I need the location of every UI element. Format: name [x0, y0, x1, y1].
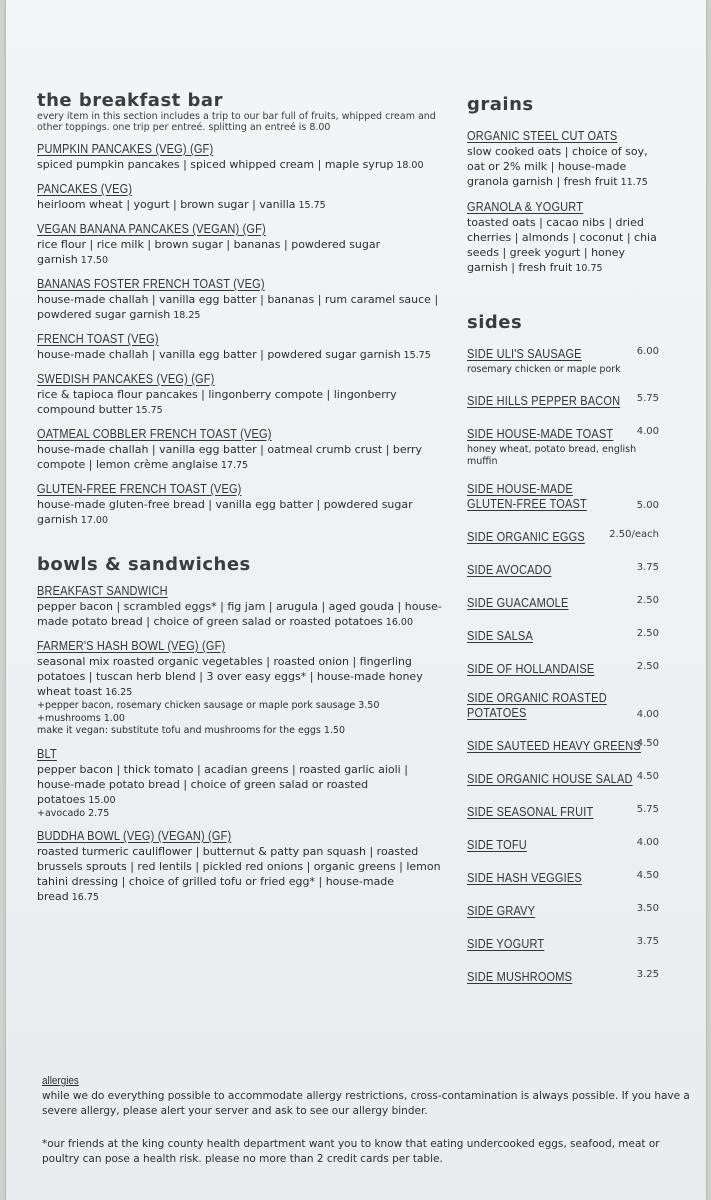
menu-item-desc-text: spiced pumpkin pancakes | spiced whipped cream | maple syrup [37, 158, 394, 171]
side-item-name: SIDE AVOCADO [467, 563, 552, 577]
menu-item-price: 15.75 [135, 405, 163, 416]
side-item-price: 2.50 [636, 595, 659, 606]
menu-item-name: BUDDHA BOWL (VEG) (VEGAN) (GF) [37, 829, 232, 843]
menu-item-price: 16.00 [385, 617, 413, 628]
menu-item-price: 17.00 [80, 515, 108, 526]
menu-item-name: FRENCH TOAST (VEG) [37, 332, 159, 346]
side-item-price: 3.50 [636, 903, 659, 914]
grains-title: grains [467, 94, 534, 115]
side-item [467, 559, 667, 578]
menu-item-desc-text: rice & tapioca flour pancakes | lingonberry compote | lingonberry compound butter [37, 388, 397, 416]
side-item [467, 390, 667, 409]
menu-item-name: VEGAN BANANA PANCAKES (VEGAN) (GF) [37, 222, 266, 236]
grains-list [467, 129, 667, 276]
menu-item-description [37, 292, 442, 323]
menu-item-name: BREAKFAST SANDWICH [37, 584, 168, 598]
menu-item-name: SWEDISH PANCAKES (VEG) (GF) [37, 372, 215, 386]
menu-item-description [37, 347, 442, 363]
side-item-name: SIDE SAUTEED HEAVY GREENS [467, 739, 641, 753]
menu-item-desc-text: house-made challah | vanilla egg batter | bananas | rum caramel sauce | powdered sugar garnish [37, 293, 439, 321]
menu-item [37, 222, 442, 268]
allergies-heading: allergies [42, 1075, 79, 1087]
menu-item-addon: +mushrooms 1.00 [37, 712, 125, 724]
menu-item-price: 16.75 [71, 892, 99, 903]
grain-item-name: ORGANIC STEEL CUT OATS [467, 129, 618, 143]
side-item [467, 966, 667, 985]
menu-item-description [37, 762, 442, 808]
grain-item-description [467, 215, 667, 276]
side-item-name: SIDE ORGANIC HOUSE SALAD [467, 772, 633, 786]
menu-item-description [37, 387, 442, 418]
side-item-price: 4.00 [636, 426, 659, 437]
side-item-name: SIDE MUSHROOMS [467, 970, 573, 984]
menu-item-desc-text: pepper bacon | thick tomato | acadian greens | roasted garlic aioli | house-made potato bread | choice of green salad or roasted potatoes [37, 762, 408, 806]
menu-item-price: 15.00 [88, 794, 116, 806]
side-item-price: 6.00 [636, 346, 659, 357]
side-item-name: SIDE HILLS PEPPER BACON [467, 394, 621, 408]
side-item-price: 5.75 [636, 393, 659, 404]
side-item-name: SIDE ULI'S SAUSAGE [467, 347, 582, 361]
side-item-price: 3.25 [636, 969, 659, 980]
side-item-price: 3.75 [636, 562, 659, 573]
grain-item-name: GRANOLA & YOGURT [467, 200, 584, 214]
menu-item-desc-text: seasonal mix roasted organic vegetables | roasted onion | fingerling potatoes | tuscan herb blend | 3 over easy eggs* | house-made honey wheat toast [37, 655, 423, 698]
left-column [37, 90, 442, 905]
side-item [467, 691, 667, 721]
side-item [467, 625, 667, 644]
menu-item-description [37, 497, 442, 528]
allergies-text: while we do everything possible to accommodate allergy restrictions, cross-contamination is always possible. If you have a severe allergy, please alert your server and ask to see our allergy binder. [42, 1090, 690, 1117]
breakfast-bar-list [37, 142, 442, 528]
menu-item-price: 15.75 [403, 350, 431, 361]
menu-item [37, 829, 442, 905]
side-item [467, 768, 667, 787]
menu-item [37, 584, 442, 630]
menu-item [37, 332, 442, 363]
menu-item-description [37, 157, 442, 173]
side-item-price: 4.00 [636, 837, 659, 848]
menu-item-description [37, 442, 442, 473]
side-item-name: SIDE GRAVY [467, 904, 536, 918]
side-item-price: 5.75 [636, 804, 659, 815]
menu-item-price: 15.75 [298, 200, 326, 211]
side-item-name: SIDE YOGURT [467, 937, 545, 951]
menu-item [37, 142, 442, 173]
menu-item-addon: +avocado 2.75 [37, 807, 110, 819]
menu-item [37, 182, 442, 213]
side-item-name: SIDE GUACAMOLE [467, 596, 569, 610]
menu-item [37, 482, 442, 528]
menu-item-price: 17.75 [220, 460, 249, 471]
menu-item-desc-text: rice flour | rice milk | brown sugar | bananas | powdered sugar garnish [37, 238, 381, 266]
menu-item-name: FARMER'S HASH BOWL (VEG) (GF) [37, 639, 226, 653]
side-item-name: SIDE TOFU [467, 838, 527, 852]
menu-item-price: 17.50 [80, 255, 108, 266]
sides-list [467, 343, 667, 985]
side-item-name: SIDE HOUSE-MADE GLUTEN-FREE TOAST [467, 482, 587, 511]
health-note: *our friends at the king county health department want you to know that eating undercooked eggs, seafood, meat or poultry can pose a health risk. please no more than 2 credit cards per table. [42, 1138, 660, 1165]
menu-item-description [37, 654, 442, 700]
sides-title: sides [467, 312, 523, 333]
side-item-price: 4.00 [636, 709, 659, 720]
side-item [467, 343, 667, 376]
side-item-name: SIDE ORGANIC EGGS [467, 530, 585, 544]
side-item [467, 423, 667, 468]
side-item-name: SIDE HOUSE-MADE TOAST [467, 427, 614, 441]
menu-item [37, 639, 442, 738]
side-item [467, 658, 667, 677]
bowls-title: bowls & sandwiches [37, 554, 251, 575]
side-item [467, 592, 667, 611]
menu-page [6, 0, 706, 1200]
side-item-price: 4.50 [636, 738, 659, 749]
side-item [467, 867, 667, 886]
side-item [467, 735, 667, 754]
menu-item-name: BANANAS FOSTER FRENCH TOAST (VEG) [37, 277, 265, 291]
menu-item-price: 18.00 [396, 160, 424, 171]
menu-item-addon: make it vegan: substitute tofu and mushrooms for the eggs 1.50 [37, 725, 346, 736]
menu-item-description [37, 237, 442, 268]
menu-item [37, 747, 442, 821]
menu-item-addon: +pepper bacon, rosemary chicken sausage or maple pork sausage 3.50 [37, 700, 380, 711]
side-item-price: 2.50 [636, 628, 659, 639]
menu-item-name: GLUTEN-FREE FRENCH TOAST (VEG) [37, 482, 242, 496]
side-item-price: 3.75 [636, 936, 659, 947]
side-item [467, 900, 667, 919]
menu-item-name: OATMEAL COBBLER FRENCH TOAST (VEG) [37, 427, 272, 441]
side-item-name: SIDE ORGANIC ROASTED POTATOES [467, 691, 607, 720]
menu-item-desc-text: house-made challah | vanilla egg batter | oatmeal crumb crust | berry compote | lemon crème anglaise [37, 443, 423, 471]
menu-item-desc-text: house-made gluten-free bread | vanilla egg batter | powdered sugar garnish [37, 498, 413, 526]
grain-item-desc-text: toasted oats | cacao nibs | dried cherries | almonds | coconut | chia seeds | greek yogurt | honey garnish | fresh fruit [467, 216, 657, 274]
breakfast-bar-title: the breakfast bar [37, 90, 223, 111]
side-item-price: 4.50 [636, 771, 659, 782]
menu-item-desc-text: pepper bacon | scrambled eggs* | fig jam | arugula | aged gouda | house-made potato bread | choice of green salad or roasted potatoes [37, 600, 442, 628]
menu-item-price: 16.25 [105, 687, 133, 698]
side-item [467, 933, 667, 952]
menu-item-desc-text: roasted turmeric cauliflower | butternut & patty pan squash | roasted brussels sprouts | red lentils | pickled red onions | organic greens | lemon tahini dressing | choice of grilled tofu or fried egg* | house-made bread [37, 845, 441, 903]
menu-item-name: PANCAKES (VEG) [37, 182, 133, 196]
side-item-name: SIDE HASH VEGGIES [467, 871, 582, 885]
bowls-list [37, 584, 442, 905]
menu-item-name: BLT [37, 746, 57, 761]
side-item-price: 4.50 [636, 870, 659, 881]
side-item [467, 801, 667, 820]
footer [42, 1074, 692, 1167]
grain-item [467, 200, 667, 276]
menu-item-price: 18.25 [173, 310, 201, 321]
side-item-name: SIDE OF HOLLANDAISE [467, 662, 595, 676]
side-item-name: SIDE SEASONAL FRUIT [467, 805, 594, 819]
side-item-price: 5.00 [636, 500, 659, 511]
side-item [467, 482, 667, 512]
menu-item-desc-text: heirloom wheat | yogurt | brown sugar | vanilla [37, 198, 296, 211]
side-item-name: SIDE SALSA [467, 629, 533, 643]
menu-item [37, 372, 442, 418]
grain-item-desc-text: slow cooked oats | choice of soy, oat or 2% milk | house-made granola garnish | fresh fruit [467, 145, 648, 188]
menu-item [37, 277, 442, 323]
grain-item-description [467, 144, 667, 190]
side-item-price: 2.50/each [609, 529, 659, 540]
menu-item-description [37, 599, 442, 630]
grain-item [467, 129, 667, 190]
right-column [467, 94, 667, 985]
grain-item-price: 10.75 [575, 263, 603, 274]
menu-item [37, 427, 442, 473]
side-item-price: 2.50 [636, 661, 659, 672]
side-item-description: rosemary chicken or maple pork [467, 364, 621, 375]
menu-item-description [37, 844, 442, 905]
menu-item-description [37, 197, 442, 213]
side-item [467, 526, 667, 545]
breakfast-bar-note: every item in this section includes a trip to our bar full of fruits, whipped cream and other toppings. one trip per entreé. splitting an entreé is 8.00 [37, 111, 436, 133]
menu-item-desc-text: house-made challah | vanilla egg batter | powdered sugar garnish [37, 348, 401, 361]
side-item-description: honey wheat, potato bread, english muffin [467, 444, 637, 467]
grain-item-price: 11.75 [620, 177, 648, 188]
menu-item-name: PUMPKIN PANCAKES (VEG) (GF) [37, 142, 214, 156]
side-item [467, 834, 667, 853]
